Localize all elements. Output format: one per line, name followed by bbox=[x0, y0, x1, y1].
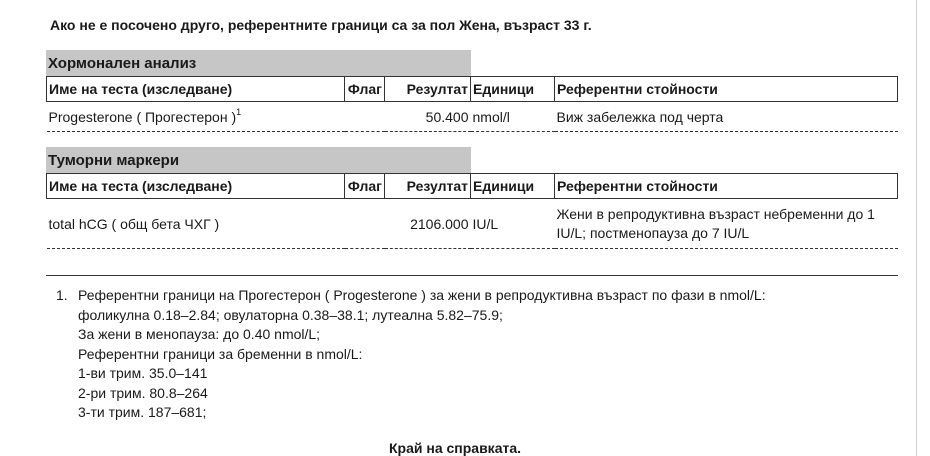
section-title: Туморни маркери bbox=[46, 147, 471, 173]
reference-intro: Ако не е посочено друго, референтните граници са за пол Жена, възраст 33 г. bbox=[50, 17, 592, 33]
table-row bbox=[47, 102, 898, 132]
footnote bbox=[56, 286, 766, 423]
footnote-line: фоликулна 0.18–2.84; овулаторна 0.38–38.1; лутеална 5.82–75.9; bbox=[78, 306, 503, 323]
table-header-row bbox=[47, 174, 898, 199]
end-of-report: Край на справката. bbox=[388, 440, 522, 456]
section-tumor-markers bbox=[46, 147, 898, 249]
flag-cell bbox=[345, 199, 385, 249]
footnote-line: 1-ви трим. 35.0–141 bbox=[78, 365, 208, 381]
table-header-row bbox=[47, 77, 898, 102]
section-title: Хормонален анализ bbox=[46, 50, 471, 76]
test-name-cell: total hCG ( общ бета ЧХГ ) bbox=[47, 199, 345, 249]
footnote-line: 2-ри трим. 80.8–264 bbox=[78, 384, 208, 401]
footnote-line: За жени в менопауза: до 0.40 nmol/L; bbox=[78, 326, 321, 342]
flag-cell bbox=[345, 102, 385, 132]
col-header-flag: Флаг bbox=[345, 174, 385, 199]
footnote-line: 3-ти трим. 187–681; bbox=[78, 404, 207, 420]
footnote-text: Референтни граници на Прогестерон ( Progesterone ) за жени в репродуктивна възраст по фази в nmol/L: bbox=[78, 287, 766, 303]
table-row bbox=[47, 199, 898, 249]
section-hormonal bbox=[46, 50, 898, 132]
col-header-result: Резултат bbox=[385, 174, 471, 199]
footnote-number: 1. bbox=[56, 287, 68, 303]
units-cell: IU/L bbox=[471, 199, 555, 249]
col-header-units: Единици bbox=[471, 77, 555, 102]
col-header-reference: Референтни стойности bbox=[555, 77, 898, 102]
footnote-divider bbox=[46, 275, 898, 276]
col-header-result: Резултат bbox=[385, 77, 471, 102]
reference-cell: Жени в репродуктивна възраст небременни до 1 IU/L; постменопауза до 7 IU/L bbox=[555, 199, 898, 249]
result-cell: 50.400 bbox=[385, 102, 471, 132]
test-name-cell bbox=[47, 102, 345, 132]
results-table bbox=[46, 173, 898, 249]
col-header-name: Име на теста (изследване) bbox=[47, 77, 345, 102]
result-cell: 2106.000 bbox=[385, 199, 471, 249]
col-header-flag: Флаг bbox=[345, 77, 385, 102]
col-header-name: Име на теста (изследване) bbox=[47, 174, 345, 199]
page-border bbox=[916, 0, 917, 456]
footnote-line bbox=[56, 286, 766, 306]
results-table bbox=[46, 76, 898, 132]
reference-cell: Виж забележка под черта bbox=[555, 102, 898, 132]
footnote-line: Референтни граници за бременни в nmol/L: bbox=[78, 345, 363, 362]
footnote-mark: 1 bbox=[236, 106, 242, 117]
units-cell: nmol/l bbox=[471, 102, 555, 132]
col-header-units: Единици bbox=[471, 174, 555, 199]
test-name: Progesterone ( Прогестерон ) bbox=[48, 108, 237, 125]
col-header-reference: Референтни стойности bbox=[555, 174, 898, 199]
